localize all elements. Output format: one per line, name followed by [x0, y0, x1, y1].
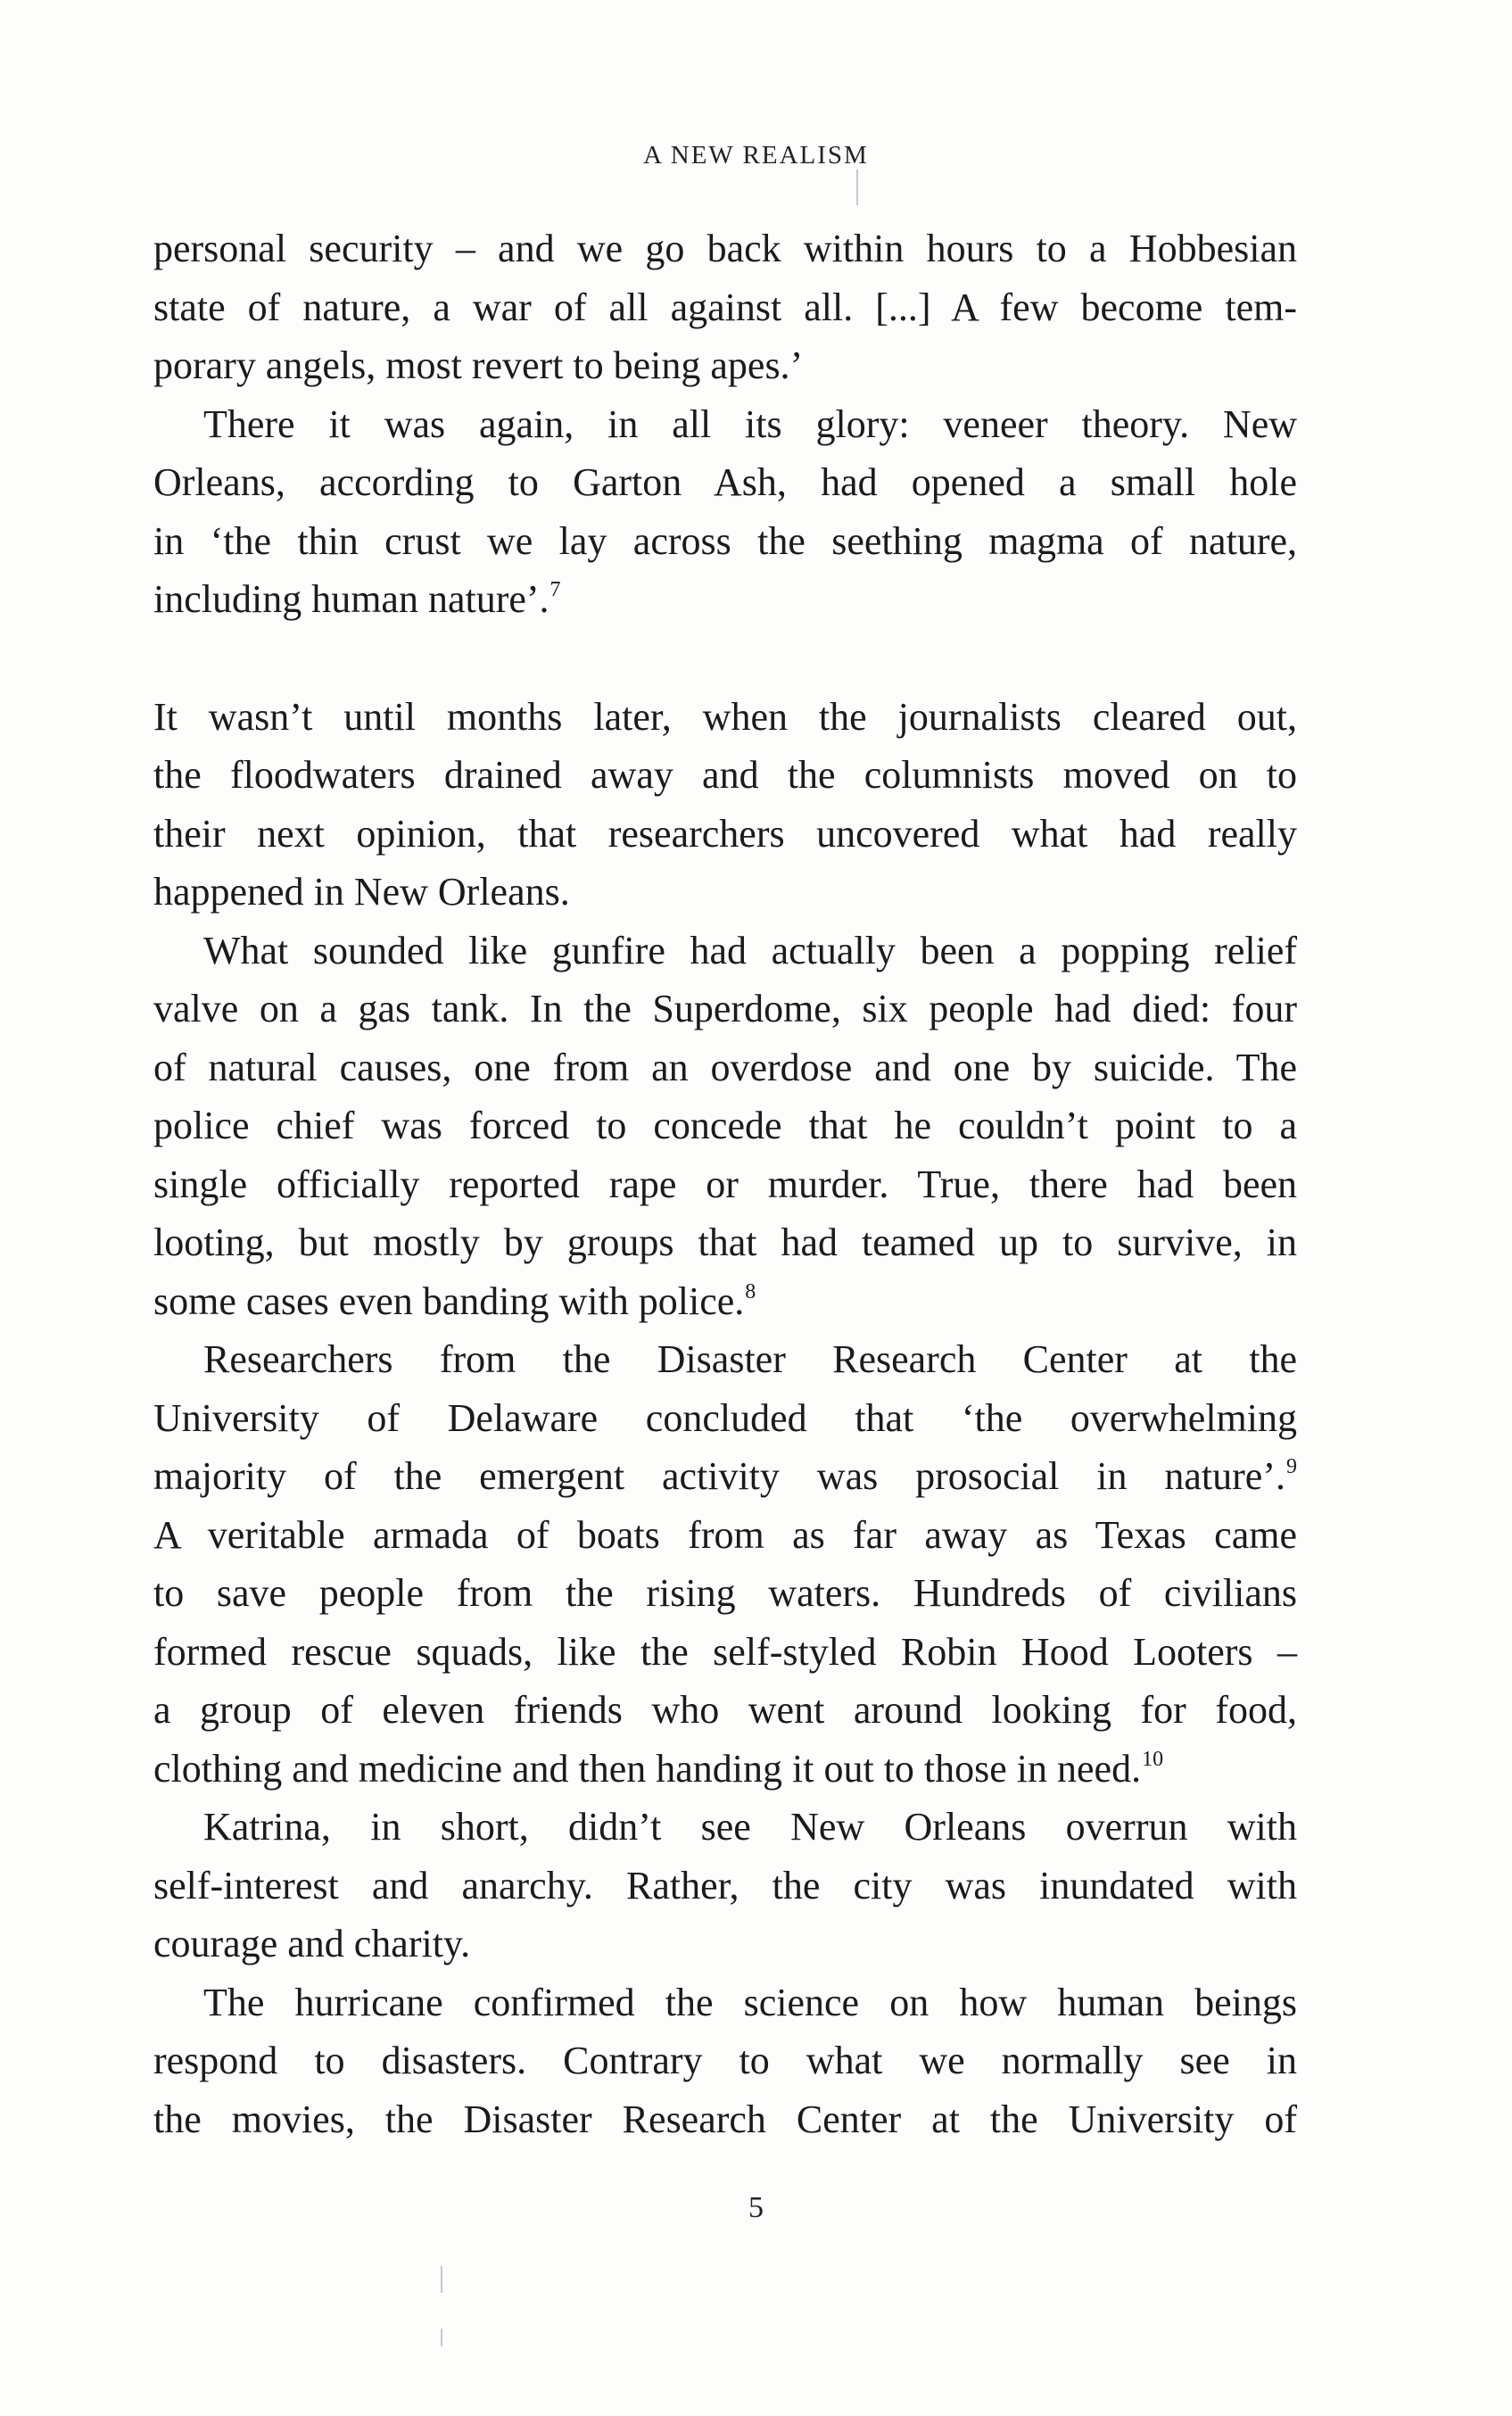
- text-line: [153, 570, 1297, 629]
- text-line: [153, 1213, 1297, 1272]
- text-line: [153, 1389, 1297, 1448]
- text-line: [153, 922, 1297, 980]
- line-text: happened in New Orleans.: [153, 870, 570, 914]
- line-text: the floodwaters drained away and the columnists moved on to: [153, 753, 1297, 797]
- text-line: [153, 1740, 1297, 1799]
- line-text: What sounded like gunfire had actually been a popping relief: [203, 928, 1297, 972]
- text-line: [153, 1857, 1297, 1915]
- line-text: single officially reported rape or murder. True, there had been: [153, 1162, 1297, 1206]
- body-text: [153, 219, 1297, 2148]
- line-text: It wasn’t until months later, when the journalists cleared out,: [153, 694, 1297, 739]
- running-head: A NEW REALISM: [643, 141, 869, 170]
- scan-mark: [441, 2329, 442, 2346]
- text-line: [153, 1447, 1297, 1506]
- text-line: [153, 1973, 1297, 2032]
- footnote-reference: 8: [745, 1279, 756, 1303]
- footnote-reference: 7: [549, 578, 561, 601]
- line-text: A veritable armada of boats from as far away as Texas came: [153, 1512, 1297, 1557]
- text-line: [153, 1915, 1297, 1973]
- line-text: valve on a gas tank. In the Superdome, six people had died: four: [153, 987, 1297, 1030]
- line-text: state of nature, a war of all against all. [...] A few become tem-: [153, 285, 1297, 329]
- line-text: Orleans, according to Garton Ash, had opened a small hole: [153, 460, 1297, 504]
- text-line: [153, 1506, 1297, 1565]
- page-number: 5: [748, 2191, 764, 2224]
- line-text: Katrina, in short, didn’t see New Orleans overrun with: [203, 1805, 1297, 1849]
- footnote-reference: 9: [1286, 1455, 1297, 1478]
- text-line: [153, 1798, 1297, 1857]
- text-line: [153, 1623, 1297, 1682]
- text-line: [153, 336, 1297, 395]
- paragraph: [153, 219, 1297, 395]
- paragraph: [153, 1330, 1297, 1798]
- line-text: There it was again, in all its glory: veneer theory. New: [203, 401, 1297, 446]
- text-line: [153, 278, 1297, 337]
- text-line: [153, 1096, 1297, 1155]
- line-text: Researchers from the Disaster Research Center at the: [203, 1337, 1297, 1381]
- line-text: police chief was forced to concede that he couldn’t point to a: [153, 1104, 1297, 1147]
- line-text: personal security – and we go back within hours to a Hobbesian: [153, 227, 1297, 270]
- line-text: of natural causes, one from an overdose and one by suicide. The: [153, 1045, 1297, 1089]
- line-text: looting, but mostly by groups that had teamed up to survive, in: [153, 1220, 1297, 1264]
- text-line: [153, 1155, 1297, 1214]
- line-text: formed rescue squads, like the self-styled Robin Hood Looters –: [153, 1629, 1297, 1674]
- paragraph: [153, 922, 1297, 1331]
- line-text: to save people from the rising waters. Hundreds of civilians: [153, 1571, 1297, 1615]
- text-line: [153, 2031, 1297, 2090]
- line-text: respond to disasters. Contrary to what we normally see in: [153, 2039, 1297, 2082]
- text-line: [153, 1272, 1297, 1331]
- paragraph: [153, 1798, 1297, 1973]
- line-text: porary angels, most revert to being apes.’: [153, 343, 804, 387]
- text-line: [153, 219, 1297, 278]
- text-line: [153, 2090, 1297, 2149]
- line-text: some cases even banding with police.: [153, 1278, 745, 1323]
- line-text: in ‘the thin crust we lay across the seething magma of nature,: [153, 518, 1297, 563]
- text-line: [153, 1330, 1297, 1389]
- paragraph: [153, 1973, 1297, 2149]
- paragraph: [153, 688, 1297, 922]
- line-text: clothing and medicine and then handing it out to those in need.: [153, 1746, 1142, 1791]
- text-line: [153, 980, 1297, 1038]
- text-line: [153, 395, 1297, 454]
- section-break: [153, 629, 1297, 688]
- line-text: including human nature’.: [153, 577, 549, 621]
- scan-mark: [441, 2266, 442, 2293]
- line-text: a group of eleven friends who went around looking for food,: [153, 1688, 1297, 1732]
- text-line: [153, 1038, 1297, 1097]
- line-text: courage and charity.: [153, 1922, 471, 1965]
- text-line: [153, 688, 1297, 747]
- text-line: [153, 512, 1297, 571]
- paragraph: [153, 395, 1297, 629]
- scan-mark: [856, 170, 858, 205]
- text-line: [153, 1564, 1297, 1623]
- footnote-reference: 10: [1142, 1747, 1164, 1771]
- line-text: majority of the emergent activity was prosocial in nature’.: [153, 1454, 1285, 1498]
- line-text: The hurricane confirmed the science on how human beings: [203, 1980, 1297, 2024]
- line-text: their next opinion, that researchers uncovered what had really: [153, 811, 1297, 856]
- text-line: [153, 863, 1297, 922]
- line-text: self-interest and anarchy. Rather, the city was inundated with: [153, 1863, 1297, 1907]
- text-line: [153, 1681, 1297, 1740]
- line-text: University of Delaware concluded that ‘the overwhelming: [153, 1395, 1297, 1440]
- text-line: [153, 805, 1297, 864]
- text-line: [153, 746, 1297, 805]
- line-text: the movies, the Disaster Research Center at the University of: [153, 2097, 1297, 2141]
- text-line: [153, 453, 1297, 512]
